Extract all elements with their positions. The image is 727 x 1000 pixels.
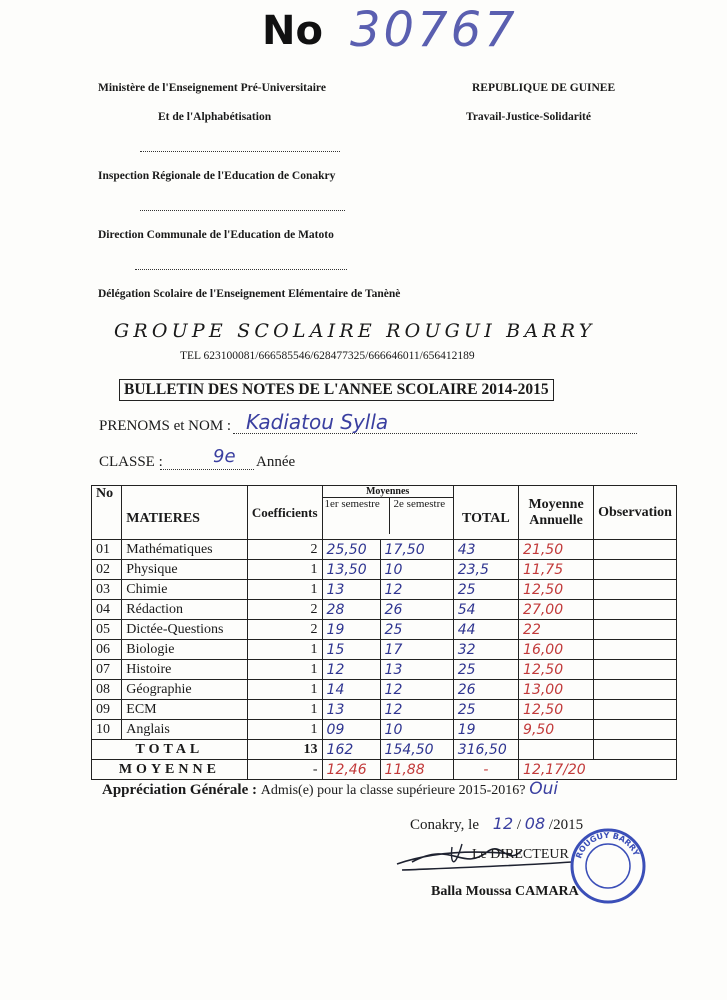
row-total: 32: [453, 640, 518, 660]
delegation-label: Délégation Scolaire de l'Enseignement Elémentaire de Tanènè: [98, 288, 401, 300]
table-row: [92, 660, 677, 680]
row-observation: [594, 540, 677, 560]
row-coef: 2: [247, 620, 322, 640]
row-total: 25: [453, 660, 518, 680]
row-matiere: ECM: [122, 700, 248, 720]
row-observation: [594, 560, 677, 580]
row-observation: [594, 580, 677, 600]
table-row: [92, 700, 677, 720]
row-no: 03: [92, 580, 122, 600]
total-row-coef: 13: [247, 740, 322, 760]
doc-number: [262, 2, 602, 68]
header-moyennes: Moyennes: [365, 486, 410, 497]
total-row-s1: 162: [322, 740, 380, 760]
row-matiere: Histoire: [122, 660, 248, 680]
row-total: 25: [453, 700, 518, 720]
header-sem1: 1er semestre: [323, 498, 390, 534]
motto-label: Travail-Justice-Solidarité: [466, 111, 591, 123]
row-matiere: Rédaction: [122, 600, 248, 620]
place-date: Conakry, le 12 / 08 /2015: [410, 814, 584, 833]
total-row-moy: [519, 740, 594, 760]
student-name-label: PRENOMS et NOM :: [99, 418, 232, 434]
row-coef: 1: [247, 700, 322, 720]
row-sem2: 25: [380, 620, 453, 640]
row-observation: [594, 660, 677, 680]
row-sem2: 26: [380, 600, 453, 620]
divider-dots-3: [135, 268, 347, 270]
row-moy-annuelle: 11,75: [519, 560, 594, 580]
moyenne-row-s1: 12,46: [322, 760, 380, 780]
table-row: [92, 560, 677, 580]
row-sem2: 13: [380, 660, 453, 680]
table-row: [92, 540, 677, 560]
appreciation-text: Admis(e) pour la classe supérieure 2015-2016?: [260, 783, 526, 798]
total-row: [92, 740, 677, 760]
row-coef: 2: [247, 600, 322, 620]
row-moy-annuelle: 12,50: [519, 580, 594, 600]
header-matieres: MATIERES: [122, 486, 248, 540]
row-no: 09: [92, 700, 122, 720]
row-sem2: 10: [380, 720, 453, 740]
ministry-line1: Ministère de l'Enseignement Pré-Universitaire: [98, 82, 326, 94]
row-no: 08: [92, 680, 122, 700]
stamp-text: ROUGUY BARRY: [574, 830, 641, 860]
appreciation-handwritten: Oui: [529, 779, 559, 799]
svg-text:ROUGUY BARRY: [574, 831, 641, 860]
header-total: TOTAL: [453, 486, 518, 540]
total-row-obs: [594, 740, 677, 760]
student-name-value: Kadiatou Sylla: [246, 410, 389, 434]
class-label: CLASSE :: [99, 454, 163, 470]
header-moyennes-group: [322, 486, 453, 540]
ministry-line2: Et de l'Alphabétisation: [158, 111, 272, 123]
row-observation: [594, 620, 677, 640]
date-day: 12: [492, 814, 514, 833]
row-no: 01: [92, 540, 122, 560]
table-row: [92, 620, 677, 640]
row-moy-annuelle: 27,00: [519, 600, 594, 620]
row-observation: [594, 680, 677, 700]
row-total: 25: [453, 580, 518, 600]
doc-number-value: 30767: [350, 2, 518, 58]
header-sem2: 2e semestre: [393, 498, 446, 510]
row-sem2: 10: [380, 560, 453, 580]
moyenne-row: [92, 760, 677, 780]
header-moy-annuelle: Moyenne Annuelle: [519, 486, 594, 540]
row-moy-annuelle: 22: [519, 620, 594, 640]
row-total: 26: [453, 680, 518, 700]
table-row: [92, 600, 677, 620]
row-no: 02: [92, 560, 122, 580]
row-no: 04: [92, 600, 122, 620]
table-row: [92, 580, 677, 600]
row-total: 54: [453, 600, 518, 620]
republic-label: REPUBLIQUE DE GUINEE: [472, 82, 616, 94]
class-suffix: Année: [256, 454, 296, 470]
bulletin-title: BULLETIN DES NOTES DE L'ANNEE SCOLAIRE 2014-2015: [119, 379, 554, 401]
appreciation: [102, 779, 558, 799]
row-no: 07: [92, 660, 122, 680]
moyenne-row-s2: 11,88: [380, 760, 453, 780]
row-sem1: 13: [322, 580, 380, 600]
table-row: [92, 640, 677, 660]
appreciation-label: Appréciation Générale :: [102, 782, 257, 798]
date-year: /2015: [548, 817, 584, 833]
row-sem1: 09: [322, 720, 380, 740]
director-title: Le DIRECTEUR: [472, 847, 569, 862]
row-coef: 1: [247, 640, 322, 660]
direction-label: Direction Communale de l'Education de Matoto: [98, 229, 334, 241]
row-matiere: Dictée-Questions: [122, 620, 248, 640]
row-sem1: 13,50: [322, 560, 380, 580]
row-matiere: Biologie: [122, 640, 248, 660]
total-row-total: 316,50: [453, 740, 518, 760]
row-sem2: 17,50: [380, 540, 453, 560]
place-date-prefix: Conakry, le: [410, 817, 480, 833]
grades-table: [91, 485, 677, 780]
moyenne-row-coef: -: [247, 760, 322, 780]
table-row: [92, 720, 677, 740]
header-coef: Coefficients: [247, 486, 322, 540]
row-moy-annuelle: 12,50: [519, 700, 594, 720]
row-coef: 1: [247, 680, 322, 700]
row-coef: 1: [247, 580, 322, 600]
inspection-label: Inspection Régionale de l'Education de Conakry: [98, 170, 336, 182]
row-total: 44: [453, 620, 518, 640]
row-total: 23,5: [453, 560, 518, 580]
row-observation: [594, 640, 677, 660]
header-no: No: [92, 486, 122, 540]
row-sem1: 25,50: [322, 540, 380, 560]
divider-dots-2: [140, 209, 345, 211]
total-row-s2: 154,50: [380, 740, 453, 760]
row-sem2: 12: [380, 700, 453, 720]
row-sem1: 15: [322, 640, 380, 660]
row-sem2: 17: [380, 640, 453, 660]
row-moy-annuelle: 13,00: [519, 680, 594, 700]
school-tel: TEL 623100081/666585546/628477325/666646011/656412189: [180, 350, 475, 362]
row-sem1: 14: [322, 680, 380, 700]
row-sem1: 28: [322, 600, 380, 620]
moyenne-row-label: MOYENNE: [92, 760, 248, 780]
row-moy-annuelle: 9,50: [519, 720, 594, 740]
moyenne-row-total: -: [453, 760, 518, 780]
divider-dots-1: [140, 150, 340, 152]
row-coef: 1: [247, 560, 322, 580]
header-observation: Observation: [594, 486, 677, 540]
row-sem1: 13: [322, 700, 380, 720]
row-coef: 1: [247, 720, 322, 740]
row-sem1: 12: [322, 660, 380, 680]
total-row-label: TOTAL: [92, 740, 248, 760]
row-matiere: Physique: [122, 560, 248, 580]
row-total: 19: [453, 720, 518, 740]
row-sem2: 12: [380, 680, 453, 700]
row-observation: [594, 600, 677, 620]
row-no: 06: [92, 640, 122, 660]
row-sem2: 12: [380, 580, 453, 600]
doc-number-prefix: No: [262, 8, 323, 54]
row-sem1: 19: [322, 620, 380, 640]
row-matiere: Géographie: [122, 680, 248, 700]
row-matiere: Mathématiques: [122, 540, 248, 560]
grade-rows: [92, 540, 677, 740]
row-observation: [594, 700, 677, 720]
row-no: 05: [92, 620, 122, 640]
row-matiere: Anglais: [122, 720, 248, 740]
row-coef: 2: [247, 540, 322, 560]
header-semesters: [323, 497, 453, 534]
school-name: GROUPE SCOLAIRE ROUGUI BARRY: [114, 320, 596, 342]
school-stamp-icon: [568, 826, 648, 906]
class-line: [160, 468, 254, 470]
row-coef: 1: [247, 660, 322, 680]
row-moy-annuelle: 16,00: [519, 640, 594, 660]
row-no: 10: [92, 720, 122, 740]
row-total: 43: [453, 540, 518, 560]
date-month: 08: [524, 814, 546, 833]
class-value: 9e: [213, 446, 236, 467]
row-matiere: Chimie: [122, 580, 248, 600]
moyenne-row-moy: 12,17/20: [519, 760, 677, 780]
row-moy-annuelle: 12,50: [519, 660, 594, 680]
director-name: Balla Moussa CAMARA: [431, 884, 579, 899]
row-moy-annuelle: 21,50: [519, 540, 594, 560]
row-observation: [594, 720, 677, 740]
table-row: [92, 680, 677, 700]
